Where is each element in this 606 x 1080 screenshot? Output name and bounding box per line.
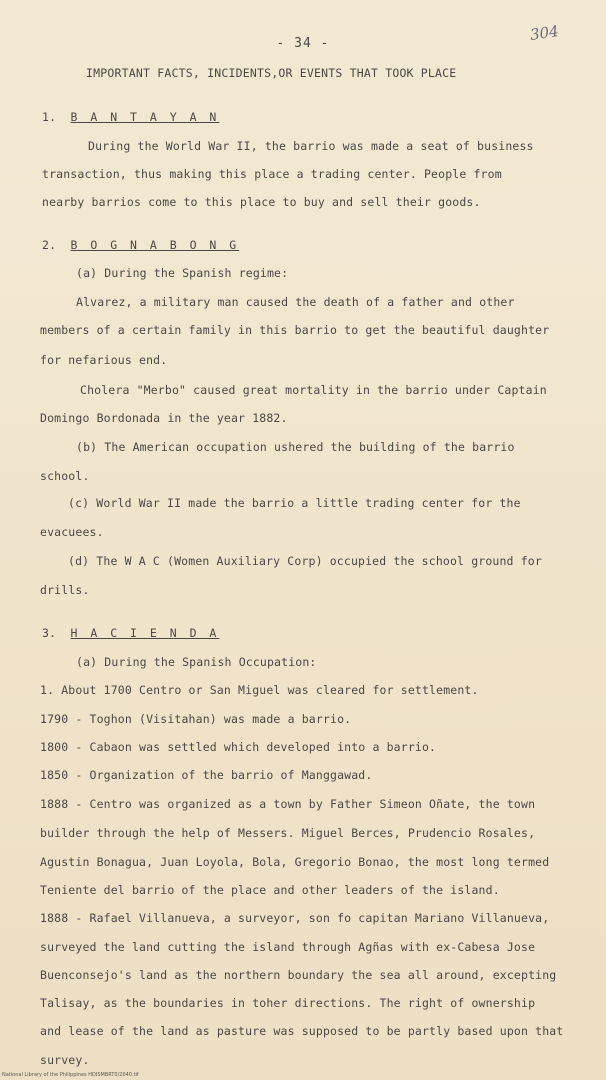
handwritten-page-number: 304 [528,22,560,44]
section-number: 3. [42,626,57,640]
document-title: IMPORTANT FACTS, INCIDENTS,OR EVENTS THAT TOOK PLACE [86,66,457,80]
text-line: (b) The American occupation ushered the building of the barrio [76,440,515,454]
text-line: transaction, thus making this place a trading center. People from [42,167,502,181]
text-line: school. [40,469,90,483]
text-line: survey. [40,1053,90,1067]
section-heading-bognabong [42,238,239,252]
text-line: Teniente del barrio of the place and other leaders of the island. [40,883,500,897]
text-line: members of a certain family in this barrio to get the beautiful daughter [40,323,550,337]
text-line: 1888 - Rafael Villanueva, a surveyor, son fo capitan Mariano Villanueva, [40,911,550,925]
text-line: builder through the help of Messers. Miguel Berces, Prudencio Rosales, [40,826,536,840]
section-heading-bantayan [42,110,219,124]
section-number: 2. [42,238,57,252]
text-line: 1790 - Toghon (Visitahan) was made a barrio. [40,712,352,726]
text-line: Cholera "Merbo" caused great mortality in the barrio under Captain [80,383,547,397]
text-line: Domingo Bordonada in the year 1882. [40,411,288,425]
page-number: - 34 - [276,36,330,51]
section-heading-hacienda [42,626,219,640]
text-line: 1800 - Cabaon was settled which developed into a barrio. [40,740,437,754]
section-name: H A C I E N D A [70,626,220,640]
text-line: 1888 - Centro was organized as a town by Father Simeon Oñate, the town [40,797,536,811]
section-name: B A N T A Y A N [70,110,220,124]
text-line: (c) World War II made the barrio a little trading center for the [68,496,521,510]
text-line: Agustin Bonagua, Juan Loyola, Bola, Gregorio Bonao, the most long termed [40,855,550,869]
text-line: 1. About 1700 Centro or San Miguel was cleared for settlement. [40,683,479,697]
text-line: Buenconsejo's land as the northern boundary the sea all around, excepting [40,968,557,982]
text-line: and lease of the land as pasture was supposed to be partly based upon that [40,1024,564,1038]
text-line: Talisay, as the boundaries in toher directions. The right of ownership [40,996,536,1010]
archive-footer: National Library of the Philippines HDISMBRT0/2040.tif [2,1072,139,1078]
section-name: B O G N A B O N G [70,238,240,252]
text-line: During the World War II, the barrio was made a seat of business [88,139,534,153]
text-line: drills. [40,583,90,597]
text-line: 1850 - Organization of the barrio of Manggawad. [40,768,373,782]
text-line: evacuees. [40,525,104,539]
text-line: for nefarious end. [40,353,168,367]
text-line: (a) During the Spanish Occupation: [76,655,317,669]
text-line: surveyed the land cutting the island through Agñas with ex-Cabesa Jose [40,940,536,954]
section-number: 1. [42,110,57,124]
text-line: Alvarez, a military man caused the death of a father and other [76,295,515,309]
text-line: (a) During the Spanish regime: [76,266,289,280]
text-line: nearby barrios come to this place to buy and sell their goods. [42,195,481,209]
text-line: (d) The W A C (Women Auxiliary Corp) occupied the school ground for [68,554,542,568]
